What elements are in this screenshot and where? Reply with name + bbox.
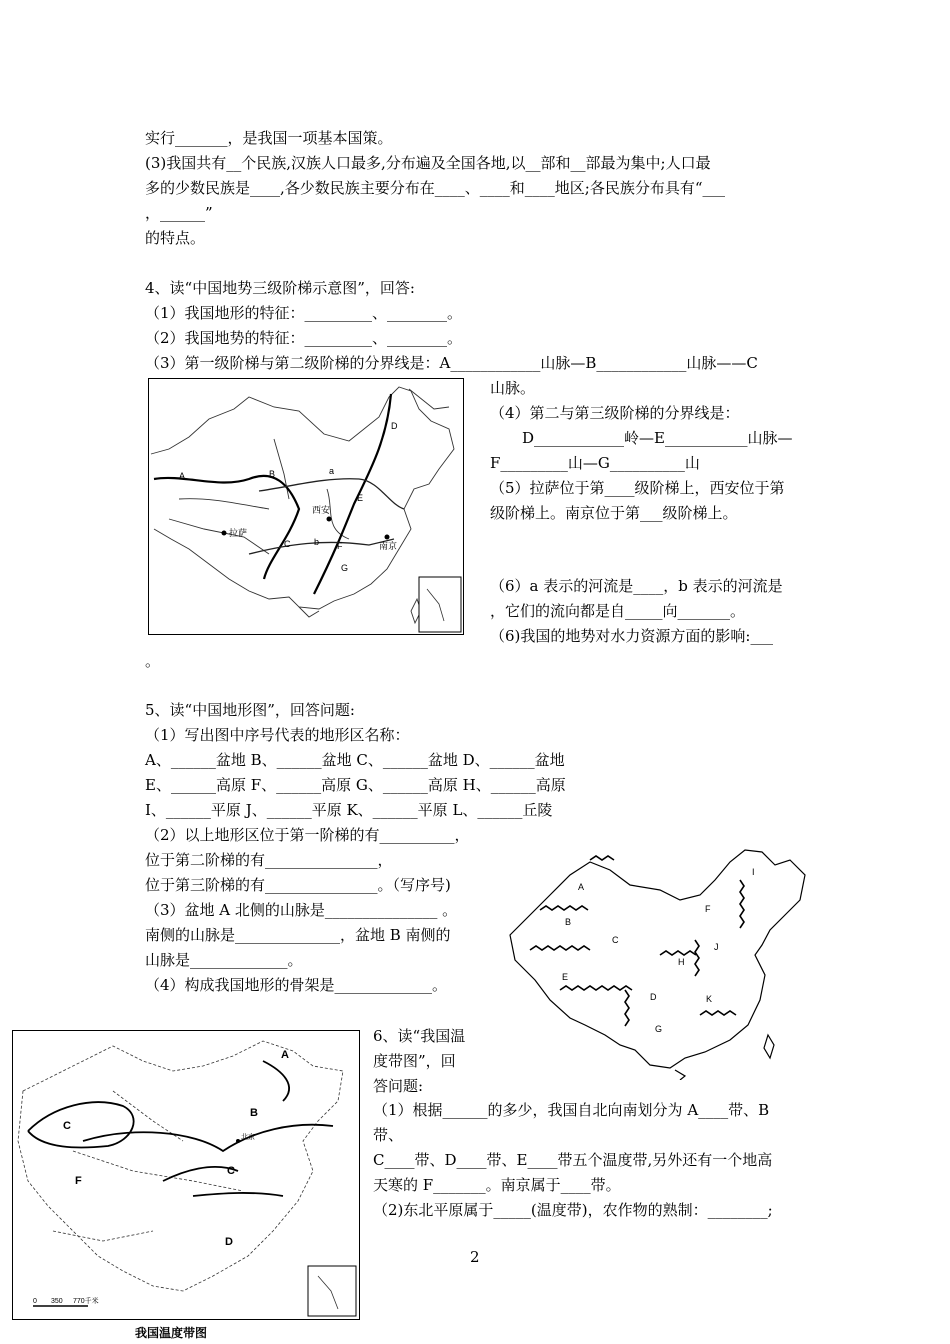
q4-sub-6a: （6）a 表示的河流是____，b 表示的河流是 <box>490 577 783 595</box>
temperature-map-caption: 我国温度带图 <box>135 1326 208 1340</box>
q6-sub-1c: C____带、D____带、E____带五个温度带,另外还有一个地高 <box>373 1151 773 1169</box>
q6-sub-2: （2)东北平原属于_____(温度带)，农作物的熟制：________; <box>373 1201 773 1219</box>
q6-sub-1a: （1）根据______的多少，我国自北向南划分为 A____带、B <box>373 1101 770 1119</box>
q5-row-2: E、______高原 F、______高原 G、______高原 H、______高原 <box>145 776 566 794</box>
map-label: b <box>314 537 320 547</box>
terrain-steps-map-svg <box>149 379 463 634</box>
terrain-regions-map-svg <box>500 840 816 1080</box>
q5-row-1: A、______盆地 B、______盆地 C、______盆地 D、______盆地 <box>145 751 565 769</box>
map-label: J <box>714 942 719 952</box>
map-label: G <box>341 563 349 573</box>
q4-sub-4c: F_________山—G__________山 <box>490 454 700 472</box>
map-label: K <box>706 994 713 1004</box>
map-label: A <box>179 471 186 481</box>
map-label: G <box>655 1024 663 1034</box>
map-city-label: 西安 <box>312 505 331 515</box>
map-label: F <box>337 541 343 551</box>
q4-sub-3a: （3）第一级阶梯与第二级阶梯的分界线是：A____________山脉—B____________山脉——C <box>145 354 758 372</box>
q3-line-5: 的特点。 <box>145 229 206 247</box>
map-city-label: 拉萨 <box>229 528 248 538</box>
terrain-steps-map <box>148 378 464 635</box>
q5-sub-2a: （2）以上地形区位于第一阶梯的有__________， <box>145 826 470 844</box>
map-label: H <box>678 957 685 967</box>
q4-title: 4、读“中国地势三级阶梯示意图”，回答: <box>145 279 415 297</box>
map-label: E <box>357 493 364 503</box>
map-label: D <box>650 992 657 1002</box>
map-label: A <box>281 1049 289 1061</box>
map-label: C <box>227 1165 235 1177</box>
map-label: B <box>565 917 572 927</box>
q6-title-3: 答问题: <box>373 1077 424 1095</box>
map-label: E <box>562 972 569 982</box>
q6-sub-1d: 天寒的 F_______。南京属于____带。 <box>373 1176 621 1194</box>
q3-line-1: 实行_______，是我国一项基本国策。 <box>145 129 393 147</box>
q3-line-3: 多的少数民族是____,各少数民族主要分布在____、____和____地区;各民族分布具有“___ <box>145 179 725 197</box>
map-label: F <box>75 1175 82 1187</box>
page-number: 2 <box>470 1248 480 1266</box>
q4-sub-1: （1）我国地形的特征：_________、________。 <box>145 304 463 322</box>
q4-sub-5b: 级阶梯上。南京位于第___级阶梯上。 <box>490 504 738 522</box>
map-label: C <box>612 935 619 945</box>
map-label: B <box>250 1107 258 1119</box>
q5-sub-3b: 南侧的山脉是______________，盆地 B 南侧的 <box>145 926 451 944</box>
map-label: D <box>391 421 398 431</box>
temperature-zones-map-svg <box>13 1031 359 1319</box>
q4-sub-4b: D____________岭—E___________山脉— <box>522 429 793 447</box>
q6-sub-1b: 带、 <box>373 1126 404 1144</box>
q5-sub-4: （4）构成我国地形的骨架是_____________。 <box>145 976 448 994</box>
map-label: B <box>269 469 276 479</box>
q5-row-3: I、______平原 J、______平原 K、______平原 L、______丘陵 <box>145 801 553 819</box>
q5-sub-1: （1）写出图中序号代表的地形区名称： <box>145 726 410 744</box>
map-label: D <box>225 1236 233 1248</box>
map-city-label: 北京 <box>241 1134 255 1141</box>
q3-line-4: ，______” <box>145 204 213 222</box>
q4-sub-5a: （5）拉萨位于第____级阶梯上，西安位于第 <box>490 479 785 497</box>
q4-sub-6c: （6)我国的地势对水力资源方面的影响:___ <box>490 627 773 645</box>
terrain-regions-map <box>500 840 816 1080</box>
q5-sub-2b: 位于第二阶梯的有_______________， <box>145 851 393 869</box>
scale-tick: 350 <box>51 1298 63 1305</box>
q4-sub-2: （2）我国地势的特征：_________、________。 <box>145 329 463 347</box>
map-city-label: 南京 <box>379 541 398 551</box>
q4-sub-6d: 。 <box>145 652 161 670</box>
map-label: I <box>752 867 755 877</box>
map-label: C <box>63 1120 71 1132</box>
q6-title-1: 6、读“我国温 <box>373 1027 466 1045</box>
q5-sub-3c: 山脉是_____________。 <box>145 951 303 969</box>
q5-sub-2c: 位于第三阶梯的有_______________。（写序号) <box>145 876 451 894</box>
q5-title: 5、读“中国地形图”，回答问题: <box>145 701 355 719</box>
map-label: F <box>705 904 711 914</box>
q6-title-2: 度带图”，回 <box>373 1052 456 1070</box>
map-label: A <box>578 882 585 892</box>
map-label: C <box>284 539 291 549</box>
q5-sub-3a: （3）盆地 A 北侧的山脉是_______________ 。 <box>145 901 458 919</box>
scale-tick: 0 <box>33 1298 37 1305</box>
q4-sub-3b: 山脉。 <box>490 379 536 397</box>
q3-line-2: (3)我国共有__个民族,汉族人口最多,分布遍及全国各地,以__部和__部最为集中;人口最 <box>145 154 711 172</box>
scale-tick: 770千米 <box>73 1298 99 1305</box>
map-label: a <box>329 466 335 476</box>
q4-sub-6b: ，它们的流向都是自_____向_______。 <box>490 602 746 620</box>
temperature-zones-map <box>12 1030 360 1320</box>
q4-sub-4a: （4）第二与第三级阶梯的分界线是： <box>490 404 740 422</box>
